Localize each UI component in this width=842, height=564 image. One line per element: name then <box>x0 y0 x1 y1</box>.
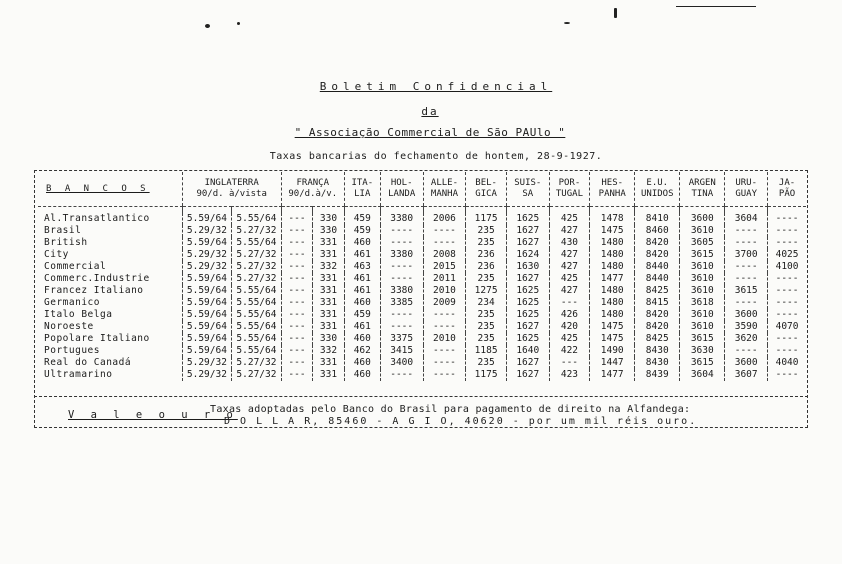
bank-name-cell: Italo Belga <box>44 309 113 320</box>
rate-cell: 330 <box>313 225 345 237</box>
rate-cell: ---- <box>768 369 806 381</box>
rate-cell: 3600 <box>725 357 768 369</box>
rate-cell: 235 <box>466 237 507 249</box>
rate-cell: 460 <box>344 297 380 309</box>
rate-cell: 235 <box>466 273 507 285</box>
rate-cell: --- <box>281 237 313 249</box>
rate-cell: 2008 <box>423 249 466 261</box>
rate-cell: 332 <box>313 345 345 357</box>
rate-cell: 3615 <box>680 333 725 345</box>
rate-cell: 2010 <box>423 285 466 297</box>
rate-cell: 1480 <box>590 309 635 321</box>
rate-cell: 3400 <box>380 357 423 369</box>
column-header-italia: ITA- LIA <box>344 172 380 207</box>
rate-cell: 1625 <box>506 333 549 345</box>
rate-cell: 5.59/64 <box>182 213 232 225</box>
rate-cell: 3385 <box>380 297 423 309</box>
rate-cell: ---- <box>768 309 806 321</box>
rate-cell: ---- <box>725 261 768 273</box>
rate-cell: 5.27/32 <box>232 357 282 369</box>
rate-cell: 1627 <box>506 369 549 381</box>
rate-cell: 3600 <box>725 309 768 321</box>
rate-cell: 4040 <box>768 357 806 369</box>
rate-cell: --- <box>281 357 313 369</box>
rate-cell: 425 <box>549 213 590 225</box>
bank-name-cell: Commerc.Industrie <box>44 273 150 284</box>
rate-cell: 332 <box>313 261 345 273</box>
rate-cell: 5.29/32 <box>182 225 232 237</box>
rate-cell: --- <box>281 333 313 345</box>
rate-cell: 1624 <box>506 249 549 261</box>
rate-cell: 425 <box>549 333 590 345</box>
rate-cell: ---- <box>768 345 806 357</box>
rate-cell: 3610 <box>680 261 725 273</box>
rate-cell: 3380 <box>380 249 423 261</box>
rate-cell: 1477 <box>590 369 635 381</box>
rate-cell: 3415 <box>380 345 423 357</box>
rate-cell: 1480 <box>590 285 635 297</box>
rate-cell: 8420 <box>635 249 680 261</box>
rate-cell: ---- <box>725 345 768 357</box>
rate-cell: 1477 <box>590 273 635 285</box>
rate-cell: 460 <box>344 357 380 369</box>
rate-cell: ---- <box>768 213 806 225</box>
rate-cell: 8420 <box>635 309 680 321</box>
rate-cell: --- <box>281 345 313 357</box>
rate-cell: 459 <box>344 225 380 237</box>
ink-speck <box>614 8 617 18</box>
rate-cell: 460 <box>344 333 380 345</box>
column-header-eu-unidos: E.U. UNIDOS <box>635 172 680 207</box>
gold-value-label: V a l e o u r o <box>68 409 238 421</box>
rate-cell: 8425 <box>635 285 680 297</box>
document-subtitle: Taxas bancarias do fechamento de hontem, 28-9-1927. <box>269 151 603 162</box>
rate-cell: 3604 <box>725 213 768 225</box>
rate-cell: 3630 <box>680 345 725 357</box>
rate-cell: 3375 <box>380 333 423 345</box>
document-title: Boletim Confidencial <box>319 80 553 93</box>
rate-cell: 3610 <box>680 309 725 321</box>
rate-cell: 430 <box>549 237 590 249</box>
table-row <box>38 285 806 297</box>
rate-cell: ---- <box>768 273 806 285</box>
rate-cell: 1625 <box>506 309 549 321</box>
rate-cell: 3620 <box>725 333 768 345</box>
rate-cell: 1480 <box>590 261 635 273</box>
rate-cell: 5.27/32 <box>232 273 282 285</box>
table-row <box>38 309 806 321</box>
rate-cell: 235 <box>466 321 507 333</box>
rate-cell: 5.27/32 <box>232 249 282 261</box>
rate-cell: 1630 <box>506 261 549 273</box>
rate-cell: ---- <box>725 225 768 237</box>
rate-cell: ---- <box>768 285 806 297</box>
table-row <box>38 369 806 381</box>
rate-cell: 3610 <box>680 273 725 285</box>
footer-note: Taxas adoptadas pelo Banco do Brasil para pagamento de direito na Alfandega: <box>210 404 691 415</box>
bank-name-cell: Germanico <box>44 297 100 308</box>
rate-cell: 1625 <box>506 297 549 309</box>
rate-cell: 5.55/64 <box>232 333 282 345</box>
document-title-line3: " Associação Commercial de São PAUlo " <box>294 126 566 139</box>
table-row <box>38 225 806 237</box>
rate-cell: ---- <box>423 321 466 333</box>
rate-cell: ---- <box>768 225 806 237</box>
column-header-argentina: ARGEN TINA <box>680 172 725 207</box>
rate-cell: 3380 <box>380 285 423 297</box>
rate-cell: 4025 <box>768 249 806 261</box>
rate-cell: ---- <box>380 261 423 273</box>
rate-cell: 423 <box>549 369 590 381</box>
rate-cell: 1625 <box>506 213 549 225</box>
rate-cell: 1640 <box>506 345 549 357</box>
bank-name-cell: Al.Transatlantico <box>44 213 150 224</box>
table-row <box>38 345 806 357</box>
column-header-japao: JA- PÃO <box>768 172 806 207</box>
rate-cell: 2015 <box>423 261 466 273</box>
rate-cell: 5.59/64 <box>182 285 232 297</box>
rate-cell: 1480 <box>590 237 635 249</box>
rate-cell: 331 <box>313 369 345 381</box>
rate-cell: 331 <box>313 297 345 309</box>
ink-speck <box>237 22 240 25</box>
rate-cell: ---- <box>423 225 466 237</box>
rate-cell: 463 <box>344 261 380 273</box>
table-header-row <box>38 172 806 207</box>
rate-cell: ---- <box>380 237 423 249</box>
rate-cell: 5.29/32 <box>182 357 232 369</box>
rate-cell: 8420 <box>635 237 680 249</box>
rate-cell: 234 <box>466 297 507 309</box>
rate-cell: 1627 <box>506 273 549 285</box>
rate-cell: ---- <box>768 237 806 249</box>
rate-cell: 8430 <box>635 357 680 369</box>
rate-cell: 459 <box>344 213 380 225</box>
rate-cell: ---- <box>725 237 768 249</box>
rate-cell: 5.27/32 <box>232 369 282 381</box>
ink-speck <box>205 24 210 28</box>
rate-cell: 8460 <box>635 225 680 237</box>
rate-cell: ---- <box>380 369 423 381</box>
rate-cell: 1627 <box>506 357 549 369</box>
rate-cell: --- <box>281 213 313 225</box>
rate-cell: 236 <box>466 249 507 261</box>
rate-cell: --- <box>281 369 313 381</box>
rate-cell: 1447 <box>590 357 635 369</box>
bank-name-cell: Popolare Italiano <box>44 333 150 344</box>
rate-cell: 5.59/64 <box>182 345 232 357</box>
rate-cell: 331 <box>313 237 345 249</box>
rate-cell: 5.59/64 <box>182 321 232 333</box>
rate-cell: ---- <box>423 237 466 249</box>
rate-cell: 1475 <box>590 321 635 333</box>
bank-name-cell: Francez Italiano <box>44 285 144 296</box>
rate-cell: 462 <box>344 345 380 357</box>
bank-name-cell: Real do Canadá <box>44 357 132 368</box>
footer-divider <box>34 396 808 397</box>
column-header-inglaterra: INGLATERRA 90/d. à/vista <box>182 172 281 207</box>
rate-cell: --- <box>549 297 590 309</box>
rate-cell: 5.59/64 <box>182 273 232 285</box>
rate-cell: 461 <box>344 249 380 261</box>
rate-cell: 3605 <box>680 237 725 249</box>
bank-name-cell: Brasil <box>44 225 82 236</box>
rate-cell: ---- <box>380 309 423 321</box>
rate-cell: ---- <box>768 333 806 345</box>
rate-cell: 5.55/64 <box>232 237 282 249</box>
table-row <box>38 333 806 345</box>
rate-cell: 8430 <box>635 345 680 357</box>
rate-cell: 331 <box>313 285 345 297</box>
rate-cell: 1478 <box>590 213 635 225</box>
rate-cell: 4100 <box>768 261 806 273</box>
rate-cell: 235 <box>466 309 507 321</box>
rate-cell: 3615 <box>725 285 768 297</box>
rate-cell: 460 <box>344 369 380 381</box>
rate-cell: 1475 <box>590 225 635 237</box>
rate-cell: --- <box>281 309 313 321</box>
rate-cell: 427 <box>549 225 590 237</box>
column-header-suissa: SUIS- SA <box>506 172 549 207</box>
rate-cell: 1275 <box>466 285 507 297</box>
column-header-belgica: BEL- GICA <box>466 172 507 207</box>
rate-cell: 1185 <box>466 345 507 357</box>
rate-cell: 331 <box>313 249 345 261</box>
rate-cell: 460 <box>344 237 380 249</box>
column-header-uruguay: URU- GUAY <box>725 172 768 207</box>
rate-cell: 1475 <box>590 333 635 345</box>
rate-cell: 3618 <box>680 297 725 309</box>
ink-speck <box>676 6 756 7</box>
rate-cell: 330 <box>313 333 345 345</box>
rate-cell: 2011 <box>423 273 466 285</box>
rate-cell: 4070 <box>768 321 806 333</box>
rate-cell: ---- <box>423 357 466 369</box>
rate-cell: 425 <box>549 273 590 285</box>
column-header-franca: FRANÇA 90/d.à/v. <box>281 172 344 207</box>
rate-cell: 5.55/64 <box>232 213 282 225</box>
rate-cell: 3615 <box>680 249 725 261</box>
rate-cell: 331 <box>313 357 345 369</box>
rate-cell: 8420 <box>635 321 680 333</box>
table-row <box>38 213 806 225</box>
table-row <box>38 261 806 273</box>
rate-cell: ---- <box>725 297 768 309</box>
rate-cell: 5.55/64 <box>232 345 282 357</box>
rate-cell: --- <box>281 285 313 297</box>
rate-cell: 3590 <box>725 321 768 333</box>
rate-cell: 5.59/64 <box>182 237 232 249</box>
rate-cell: 5.55/64 <box>232 309 282 321</box>
rate-cell: 5.59/64 <box>182 309 232 321</box>
rate-cell: 8415 <box>635 297 680 309</box>
exchange-rates-table <box>38 172 806 381</box>
rate-cell: 2009 <box>423 297 466 309</box>
rate-cell: 330 <box>313 213 345 225</box>
rate-cell: 1480 <box>590 297 635 309</box>
column-header-hespanha: HES- PANHA <box>590 172 635 207</box>
bank-name-cell: British <box>44 237 88 248</box>
rate-cell: 459 <box>344 309 380 321</box>
rate-cell: 5.59/64 <box>182 297 232 309</box>
rate-cell: 3600 <box>680 213 725 225</box>
rate-cell: 8410 <box>635 213 680 225</box>
rate-cell: 331 <box>313 321 345 333</box>
rate-cell: 3700 <box>725 249 768 261</box>
rate-cell: --- <box>281 225 313 237</box>
bank-name-cell: Ultramarino <box>44 369 113 380</box>
rate-cell: ---- <box>423 345 466 357</box>
rate-cell: ---- <box>380 225 423 237</box>
rate-cell: 427 <box>549 249 590 261</box>
rate-cell: 5.29/32 <box>182 369 232 381</box>
rate-cell: 420 <box>549 321 590 333</box>
bank-name-cell: Portugues <box>44 345 100 356</box>
rate-cell: 8440 <box>635 261 680 273</box>
ink-speck <box>564 22 570 24</box>
rate-cell: --- <box>281 321 313 333</box>
bank-name-cell: Commercial <box>44 261 107 272</box>
rate-cell: 427 <box>549 261 590 273</box>
table-body <box>38 207 806 382</box>
rate-cell: ---- <box>380 273 423 285</box>
rate-cell: 235 <box>466 357 507 369</box>
rate-cell: 1627 <box>506 321 549 333</box>
table-row <box>38 273 806 285</box>
rate-cell: 422 <box>549 345 590 357</box>
rate-cell: 235 <box>466 333 507 345</box>
rate-cell: 1627 <box>506 225 549 237</box>
rate-cell: 5.27/32 <box>232 261 282 273</box>
bank-name-cell: City <box>44 249 69 260</box>
rate-cell: 1490 <box>590 345 635 357</box>
rate-cell: 1480 <box>590 249 635 261</box>
column-header-portugal: POR- TUGAL <box>549 172 590 207</box>
rate-cell: 8440 <box>635 273 680 285</box>
rate-cell: 3610 <box>680 321 725 333</box>
rate-cell: 331 <box>313 309 345 321</box>
rate-cell: --- <box>281 261 313 273</box>
table-row <box>38 237 806 249</box>
rate-cell: --- <box>281 249 313 261</box>
rate-cell: 2010 <box>423 333 466 345</box>
rate-cell: 2006 <box>423 213 466 225</box>
rate-cell: 235 <box>466 225 507 237</box>
document-title-line2: da <box>421 105 439 118</box>
bank-name-cell: Noroeste <box>44 321 94 332</box>
table-row <box>38 297 806 309</box>
rate-cell: ---- <box>768 297 806 309</box>
rate-cell: 236 <box>466 261 507 273</box>
column-header-bancos: B A N C O S <box>38 172 182 207</box>
rate-cell: --- <box>549 357 590 369</box>
rate-cell: 5.55/64 <box>232 297 282 309</box>
rate-cell: 1175 <box>466 369 507 381</box>
rate-cell: 1625 <box>506 285 549 297</box>
rate-cell: 3380 <box>380 213 423 225</box>
rate-cell: 5.55/64 <box>232 321 282 333</box>
rate-cell: --- <box>281 273 313 285</box>
footer-dollar-agio-values: D O L L A R, 85460 - A G I O, 40620 - por um mil réis ouro. <box>224 416 698 427</box>
rate-cell: 461 <box>344 321 380 333</box>
rate-cell: 1627 <box>506 237 549 249</box>
rate-cell: 5.29/32 <box>182 249 232 261</box>
rate-cell: 3610 <box>680 285 725 297</box>
rate-cell: 3604 <box>680 369 725 381</box>
rate-cell: 1175 <box>466 213 507 225</box>
rate-cell: 5.59/64 <box>182 333 232 345</box>
table-row <box>38 321 806 333</box>
rate-cell: 8439 <box>635 369 680 381</box>
rate-cell: ---- <box>380 321 423 333</box>
rate-cell: 5.27/32 <box>232 225 282 237</box>
rate-cell: 461 <box>344 273 380 285</box>
rate-cell: 426 <box>549 309 590 321</box>
rate-cell: 5.29/32 <box>182 261 232 273</box>
rate-cell: 8425 <box>635 333 680 345</box>
column-header-allemanha: ALLE- MANHA <box>423 172 466 207</box>
table-row <box>38 357 806 369</box>
rate-cell: 427 <box>549 285 590 297</box>
rate-cell: 3615 <box>680 357 725 369</box>
table-row <box>38 249 806 261</box>
rate-cell: 3607 <box>725 369 768 381</box>
rate-cell: 461 <box>344 285 380 297</box>
rate-cell: --- <box>281 297 313 309</box>
column-header-hollanda: HOL- LANDA <box>380 172 423 207</box>
rate-cell: ---- <box>423 309 466 321</box>
rate-cell: 3610 <box>680 225 725 237</box>
rate-cell: ---- <box>725 273 768 285</box>
rate-cell: 5.55/64 <box>232 285 282 297</box>
rate-cell: 331 <box>313 273 345 285</box>
rate-cell: ---- <box>423 369 466 381</box>
